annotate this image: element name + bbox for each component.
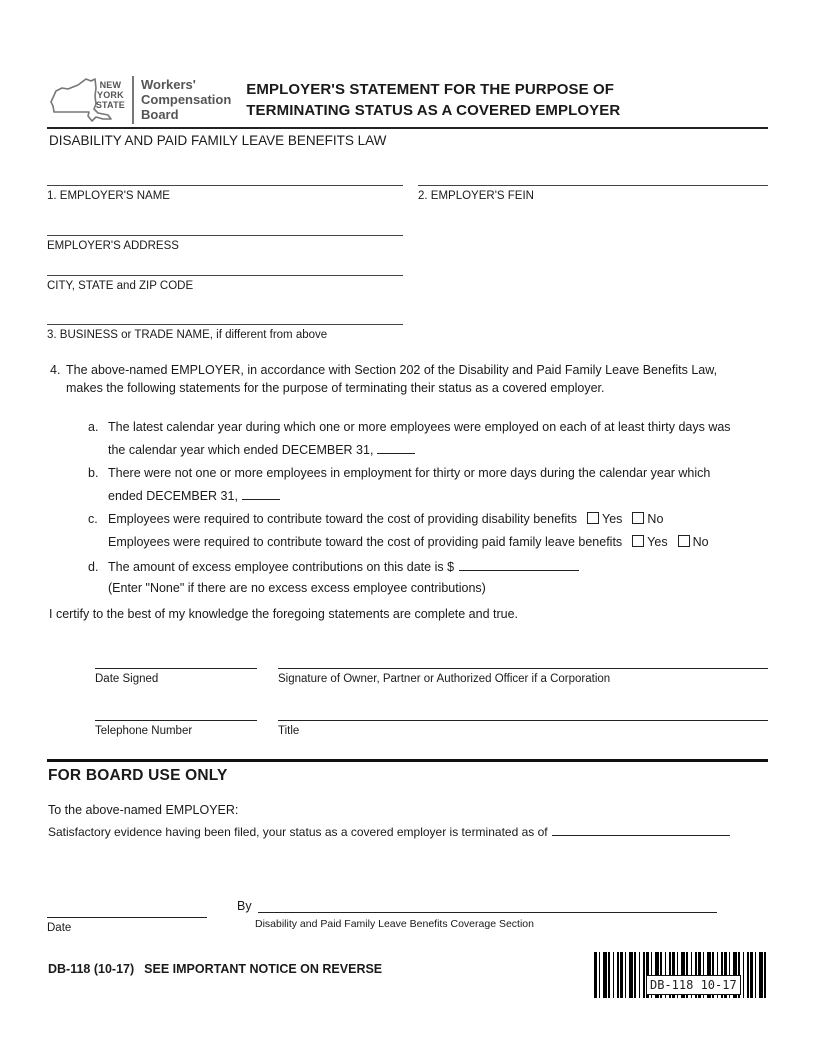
telephone-label: Telephone Number: [95, 725, 193, 737]
statement-number: 4.: [50, 363, 61, 377]
signature-field: [278, 668, 768, 685]
employer-address-field: [47, 235, 403, 252]
logo-line-new: NEW: [99, 80, 122, 90]
form-title-line1: EMPLOYER'S STATEMENT FOR THE PURPOSE OF: [246, 81, 615, 98]
statement-intro: [47, 361, 770, 397]
by-caption: Disability and Paid Family Leave Benefits Coverage Section: [255, 918, 534, 930]
certify-statement: I certify to the best of my knowledge the foregoing statements are complete and true.: [49, 607, 519, 621]
item-c-letter: c.: [88, 512, 98, 526]
disability-no-label: No: [647, 512, 664, 526]
statement-intro-line2: makes the following statements for the purpose of terminating their status as a covered employer.: [66, 381, 605, 395]
form-title: [246, 76, 620, 121]
form-number: DB-118 (10-17): [48, 962, 135, 976]
header-rule: [47, 127, 768, 129]
city-state-zip-label: CITY, STATE and ZIP CODE: [47, 280, 194, 292]
ny-state-outline-icon: [47, 76, 129, 124]
statement-intro-line1: The above-named EMPLOYER, in accordance with Section 202 of the Disability and Paid Family Leave Benefits Law,: [66, 363, 718, 377]
evidence-line: Satisfactory evidence having been filed, your status as a covered employer is terminated as of: [48, 822, 730, 839]
item-b-line2: ended DECEMBER 31,: [108, 485, 770, 508]
item-d-line1: The amount of excess employee contributions on this date is $: [108, 556, 770, 579]
by-label: By: [237, 899, 252, 913]
logo-line-york: YORK: [97, 90, 124, 100]
statement-item-d: [47, 556, 770, 597]
item-c-row1: Employees were required to contribute toward the cost of providing disability benefits Yes No: [108, 512, 664, 526]
signature-row-2: [47, 720, 768, 737]
form-title-line2: TERMINATING STATUS AS A COVERED EMPLOYER: [246, 102, 621, 119]
reverse-notice: SEE IMPORTANT NOTICE ON REVERSE: [144, 962, 383, 976]
signature-label: Signature of Owner, Partner or Authorized Officer if a Corporation: [278, 673, 611, 685]
statement-item-a: [47, 416, 770, 462]
statement-intro-text: [66, 361, 717, 397]
item-a-line2: the calendar year which ended DECEMBER 31,: [108, 439, 770, 462]
by-input-line[interactable]: [258, 898, 717, 913]
statement-items: [47, 416, 770, 597]
item-a-letter: a.: [88, 420, 99, 434]
city-state-zip-field: [47, 275, 403, 292]
ny-state-text: [96, 80, 125, 110]
wcb-wordmark: [141, 76, 231, 124]
employer-fein-field: [418, 185, 768, 202]
pfl-no-label: No: [692, 535, 709, 549]
signature-row-1: [47, 668, 768, 685]
item-a-year-blank[interactable]: [377, 440, 415, 454]
board-date-field: [47, 917, 207, 934]
terminated-date-blank[interactable]: [552, 822, 730, 836]
board-by-field: [237, 898, 717, 930]
item-b-line1: There were not one or more employees in employment for thirty or more days during the calendar year which: [108, 466, 711, 480]
wcb-line-1: Workers': [141, 77, 196, 92]
footer-form-id: [48, 962, 382, 976]
barcode: [594, 952, 766, 998]
item-d-line2: (Enter "None" if there are no excess excess employee contributions): [108, 581, 486, 595]
item-c-body: [108, 508, 770, 554]
telephone-field: [95, 720, 257, 737]
business-name-label: 3. BUSINESS or TRADE NAME, if different from above: [47, 329, 328, 341]
form-header: [47, 76, 620, 124]
board-use-heading: FOR BOARD USE ONLY: [48, 767, 228, 784]
item-b-letter: b.: [88, 466, 99, 480]
title-label: Title: [278, 725, 300, 737]
wcb-line-2: Compensation: [141, 92, 232, 107]
board-date-label: Date: [47, 922, 72, 934]
employer-address-label: EMPLOYER'S ADDRESS: [47, 240, 179, 252]
pfl-no-checkbox[interactable]: [678, 535, 690, 547]
employer-name-field: [47, 185, 403, 202]
signature-section: [47, 668, 768, 760]
statement-item-b: [47, 462, 770, 508]
item-b-year-blank[interactable]: [242, 486, 280, 500]
to-employer-line: To the above-named EMPLOYER:: [48, 803, 239, 817]
law-subtitle: DISABILITY AND PAID FAMILY LEAVE BENEFITS LAW: [49, 133, 387, 148]
pfl-yes-checkbox[interactable]: [632, 535, 644, 547]
wcb-line-3: Board: [141, 107, 179, 122]
employer-fein-label: 2. EMPLOYER'S FEIN: [418, 190, 534, 202]
date-signed-label: Date Signed: [95, 673, 159, 685]
board-sign-row: [47, 898, 768, 938]
excess-amount-blank[interactable]: [459, 557, 579, 571]
disability-yes-label: Yes: [602, 512, 623, 526]
item-b-body: [108, 462, 770, 508]
item-a-line1: The latest calendar year during which one or more employees were employed on each of at least thirty days was: [108, 420, 731, 434]
disability-no-checkbox[interactable]: [632, 512, 644, 524]
pfl-yes-label: Yes: [647, 535, 668, 549]
logo-divider: [132, 76, 134, 124]
statement-section: [47, 361, 770, 597]
business-name-field: [47, 324, 403, 341]
item-c-row2: Employees were required to contribute toward the cost of providing paid family leave benefits Yes No: [108, 535, 709, 549]
disability-yes-checkbox[interactable]: [587, 512, 599, 524]
item-a-body: [108, 416, 770, 462]
statement-item-c: [47, 508, 770, 554]
title-field: [278, 720, 768, 737]
board-use-divider: [47, 759, 768, 762]
date-signed-field: [95, 668, 257, 685]
logo-line-state: STATE: [95, 100, 125, 110]
employer-name-label: 1. EMPLOYER'S NAME: [47, 190, 170, 202]
barcode-label: DB-118 10-17: [646, 975, 741, 995]
item-d-body: [108, 556, 770, 597]
nys-wcb-logo: [47, 76, 231, 124]
item-d-letter: d.: [88, 560, 99, 574]
